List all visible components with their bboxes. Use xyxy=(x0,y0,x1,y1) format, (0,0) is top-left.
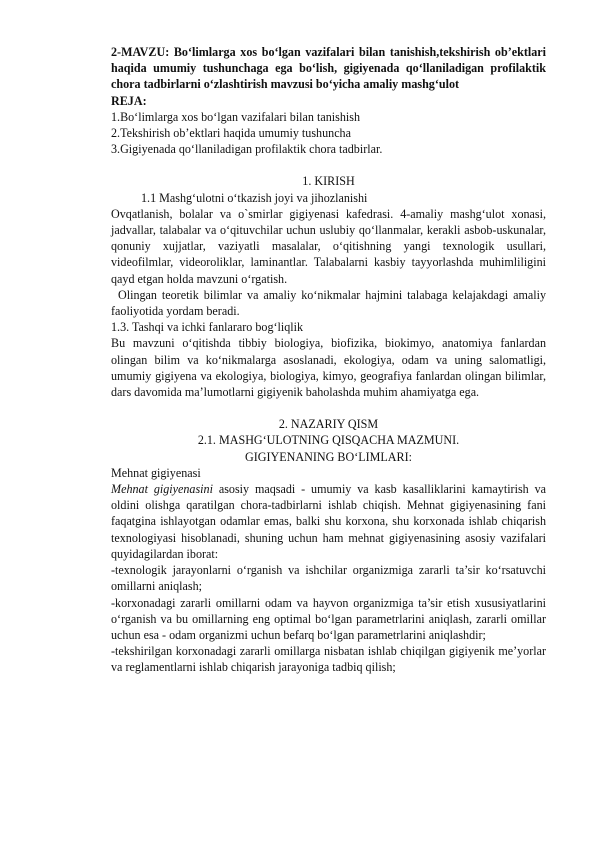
intro-subheading: 1.1 Mashg‘ulotni o‘tkazish joyi va jihozlanishi xyxy=(141,190,368,205)
plan-item: 3.Gigiyenada qo‘llaniladigan profilaktik chora tadbirlar. xyxy=(111,142,383,157)
task-item: -tekshirilgan korxonadagi zararli omillarga nisbatan ishlab chiqilgan gigiyenik me’yorlar va reglamentlarni ishlab chiqarish jarayoniga tadbiq qilish; xyxy=(111,644,546,675)
plan-item: 1.Bo‘limlarga xos bo‘lgan vazifalari bilan tanishish xyxy=(111,109,360,124)
theory-paragraph xyxy=(111,481,546,562)
intro-subheading: 1.3. Tashqi va ichki fanlararo bog‘liqlik xyxy=(111,320,304,335)
italic-term: Mehnat gigiyenasini xyxy=(111,482,213,497)
task-item: -texnologik jarayonlarni o‘rganish va ishchilar organizmiga zararli ta’sir ko‘rsatuvchi omillarni aniqlash; xyxy=(111,563,546,594)
intro-paragraph: Bu mavzuni o‘qitishda tibbiy biologiya, biofizika, biokimyo, anatomiya fanlardan olingan bilim va ko‘nikmalarga asoslanadi, ekologiya, odam va uning salomatligi, umumiy gigiyena va ekologiya, biologiya, kimyo, geografiya fanlardan olingan bilimlar, dars davomida ma’lumotlarni gigiyenik baholashda muhim ahamiyatga ega. xyxy=(111,336,546,400)
intro-heading: 1. KIRISH xyxy=(302,174,355,189)
section-label: Mehnat gigiyenasi xyxy=(111,465,201,480)
spacer xyxy=(111,400,546,416)
theory-subheading: GIGIYENANING BO‘LIMLARI: xyxy=(245,449,412,464)
document-page xyxy=(111,44,546,676)
plan-label: REJA: xyxy=(111,93,147,108)
document-title: 2-MAVZU: Bo‘limlarga xos bo‘lgan vazifalari bilan tanishish,tekshirish ob’ektlari haqida umumiy tushunchaga ega bo‘lish, gigiyenada qo‘llaniladigan profilaktik chora tadbirlarni o‘zlashtirish mavzusi bo‘yicha amaliy mashg‘ulot xyxy=(111,45,546,92)
intro-paragraph: Olingan teoretik bilimlar va amaliy ko‘nikmalar hajmini talabaga kelajakdagi amaliy faoliyotida yordam beradi. xyxy=(111,287,546,319)
intro-paragraph: Ovqatlanish, bolalar va o`smirlar gigiyenasi kafedrasi. 4-amaliy mashg‘ulot xonasi, jadvallar, talabalar va o‘qituvchilar uchun uslubiy qo‘llanmalar, kerakli asbob-uskunalar, qonuniy xujjatlar, vaziyatli masalalar, o‘qitishning yangi texnologik usullari, videofilmlar, videoroliklar, laminantlar. Talabalarni kasbiy tayyorlashda muhimliligini qayd etgan holda mavzuni o‘rgatish. xyxy=(111,206,546,286)
theory-subheading: 2.1. MASHG‘ULOTNING QISQACHA MAZMUNI. xyxy=(197,433,460,448)
plan-item: 2.Tekshirish ob’ektlari haqida umumiy tushuncha xyxy=(111,126,351,141)
theory-heading: 2. NAZARIY QISM xyxy=(278,417,379,432)
task-item: -korxonadagi zararli omillarni odam va hayvon organizmiga ta’sir etish xususiyatlarini o‘rganish va bu omillarning eng optimal bo‘lgan parametrlarini aniqlash, zararli omillar uchun esa - odam organizmi uchun befarq bo‘lgan parametrlarini aniqlashdir; xyxy=(111,595,546,642)
spacer xyxy=(111,157,546,173)
paragraph-text: asosiy maqsadi - umumiy va kasb kasalliklarini kamaytirish va oldini olishga qaratilgan chora-tadbirlarni ishlab chiqish. Mehnat gigiyenasining fani faqatgina ishlayotgan odamlar emas, balki shu korxona, shu korxonada ishlab chiqarish texnologiyasi hisoblanadi, shuning uchun ham mehnat gigiyenasining asosiy vazifalari quyidagilardan iborat: xyxy=(111,482,546,561)
